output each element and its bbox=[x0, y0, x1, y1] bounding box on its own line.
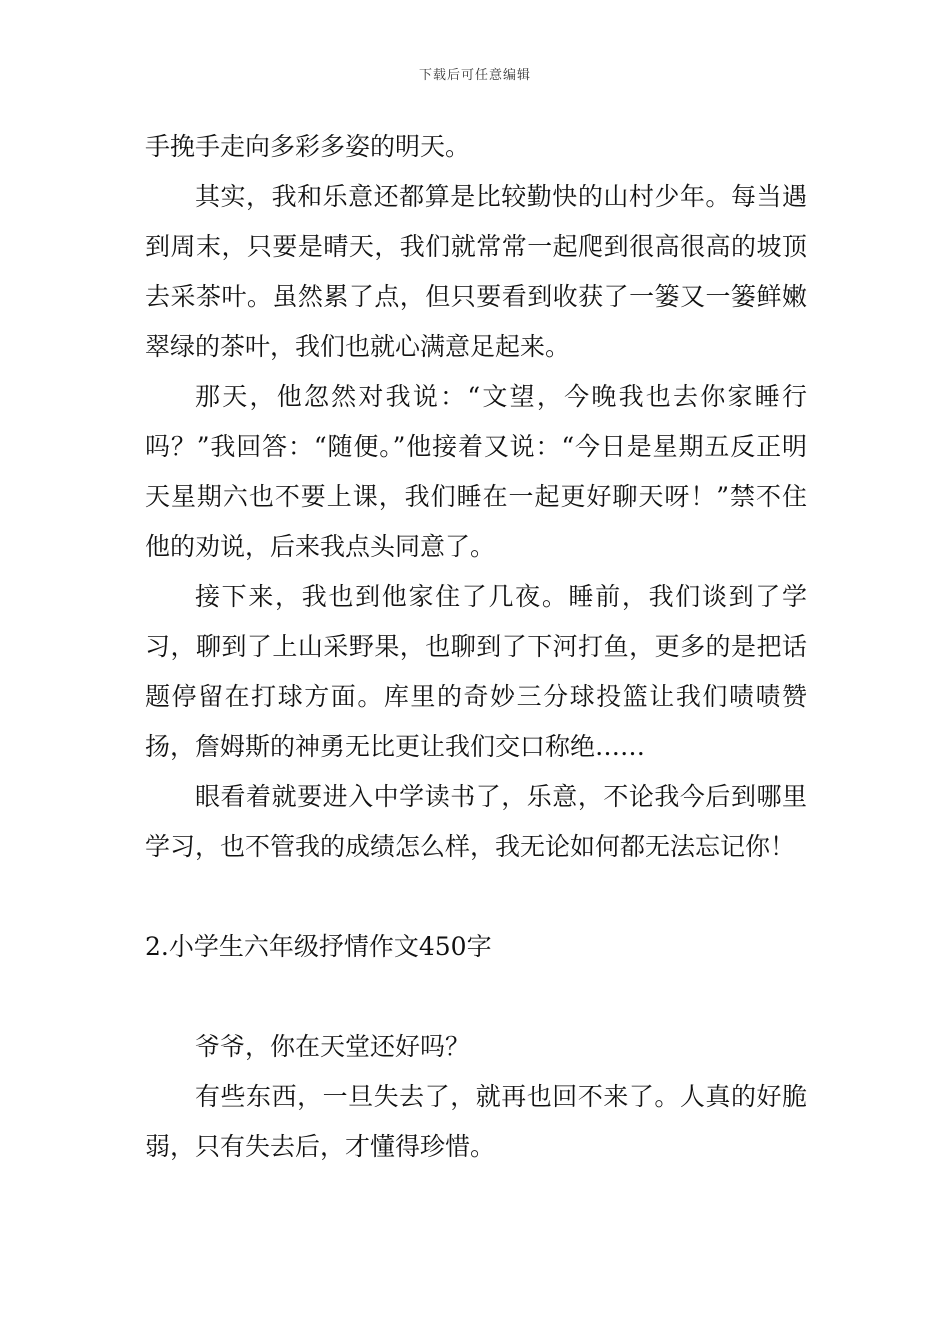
paragraph-tea-picking: 其实，我和乐意还都算是比较勤快的山村少年。每当遇到周末，只要是晴天，我们就常常一起爬到很高很高的坡顶去采茶叶。虽然累了点，但只要看到收获了一篓又一篓鲜嫩翠绿的茶叶，我们也就心满意足起来。 bbox=[145, 182, 807, 361]
blank-line bbox=[145, 972, 807, 1022]
paragraph-continuation: 手挽手走向多彩多姿的明天。 bbox=[145, 132, 471, 161]
paragraph-cherish: 有些东西，一旦失去了，就再也回不来了。人真的好脆弱，只有失去后，才懂得珍惜。 bbox=[145, 1082, 807, 1161]
paragraph-sleepover: 那天，他忽然对我说：“文望，今晚我也去你家睡行吗？”我回答：“随便。”他接着又说：“今日是星期五反正明天星期六也不要上课，我们睡在一起更好聊天呀！”禁不住他的劝说，后来我点头同意了。 bbox=[145, 382, 807, 561]
paragraph-farewell: 眼看着就要进入中学读书了，乐意，不论我今后到哪里学习，也不管我的成绩怎么样，我无论如何都无法忘记你！ bbox=[145, 782, 807, 861]
document-body bbox=[145, 122, 807, 1172]
page-header: 下载后可任意编辑 bbox=[418, 68, 531, 83]
paragraph-grandpa-question: 爷爷，你在天堂还好吗？ bbox=[195, 1032, 471, 1061]
blank-line bbox=[145, 872, 807, 922]
section-title: 2.小学生六年级抒情作文450字 bbox=[145, 932, 492, 961]
paragraph-basketball-talk: 接下来，我也到他家住了几夜。睡前，我们谈到了学习，聊到了上山采野果，也聊到了下河打鱼，更多的是把话题停留在打球方面。库里的奇妙三分球投篮让我们啧啧赞扬，詹姆斯的神勇无比更让我们交口称绝…… bbox=[145, 582, 807, 761]
